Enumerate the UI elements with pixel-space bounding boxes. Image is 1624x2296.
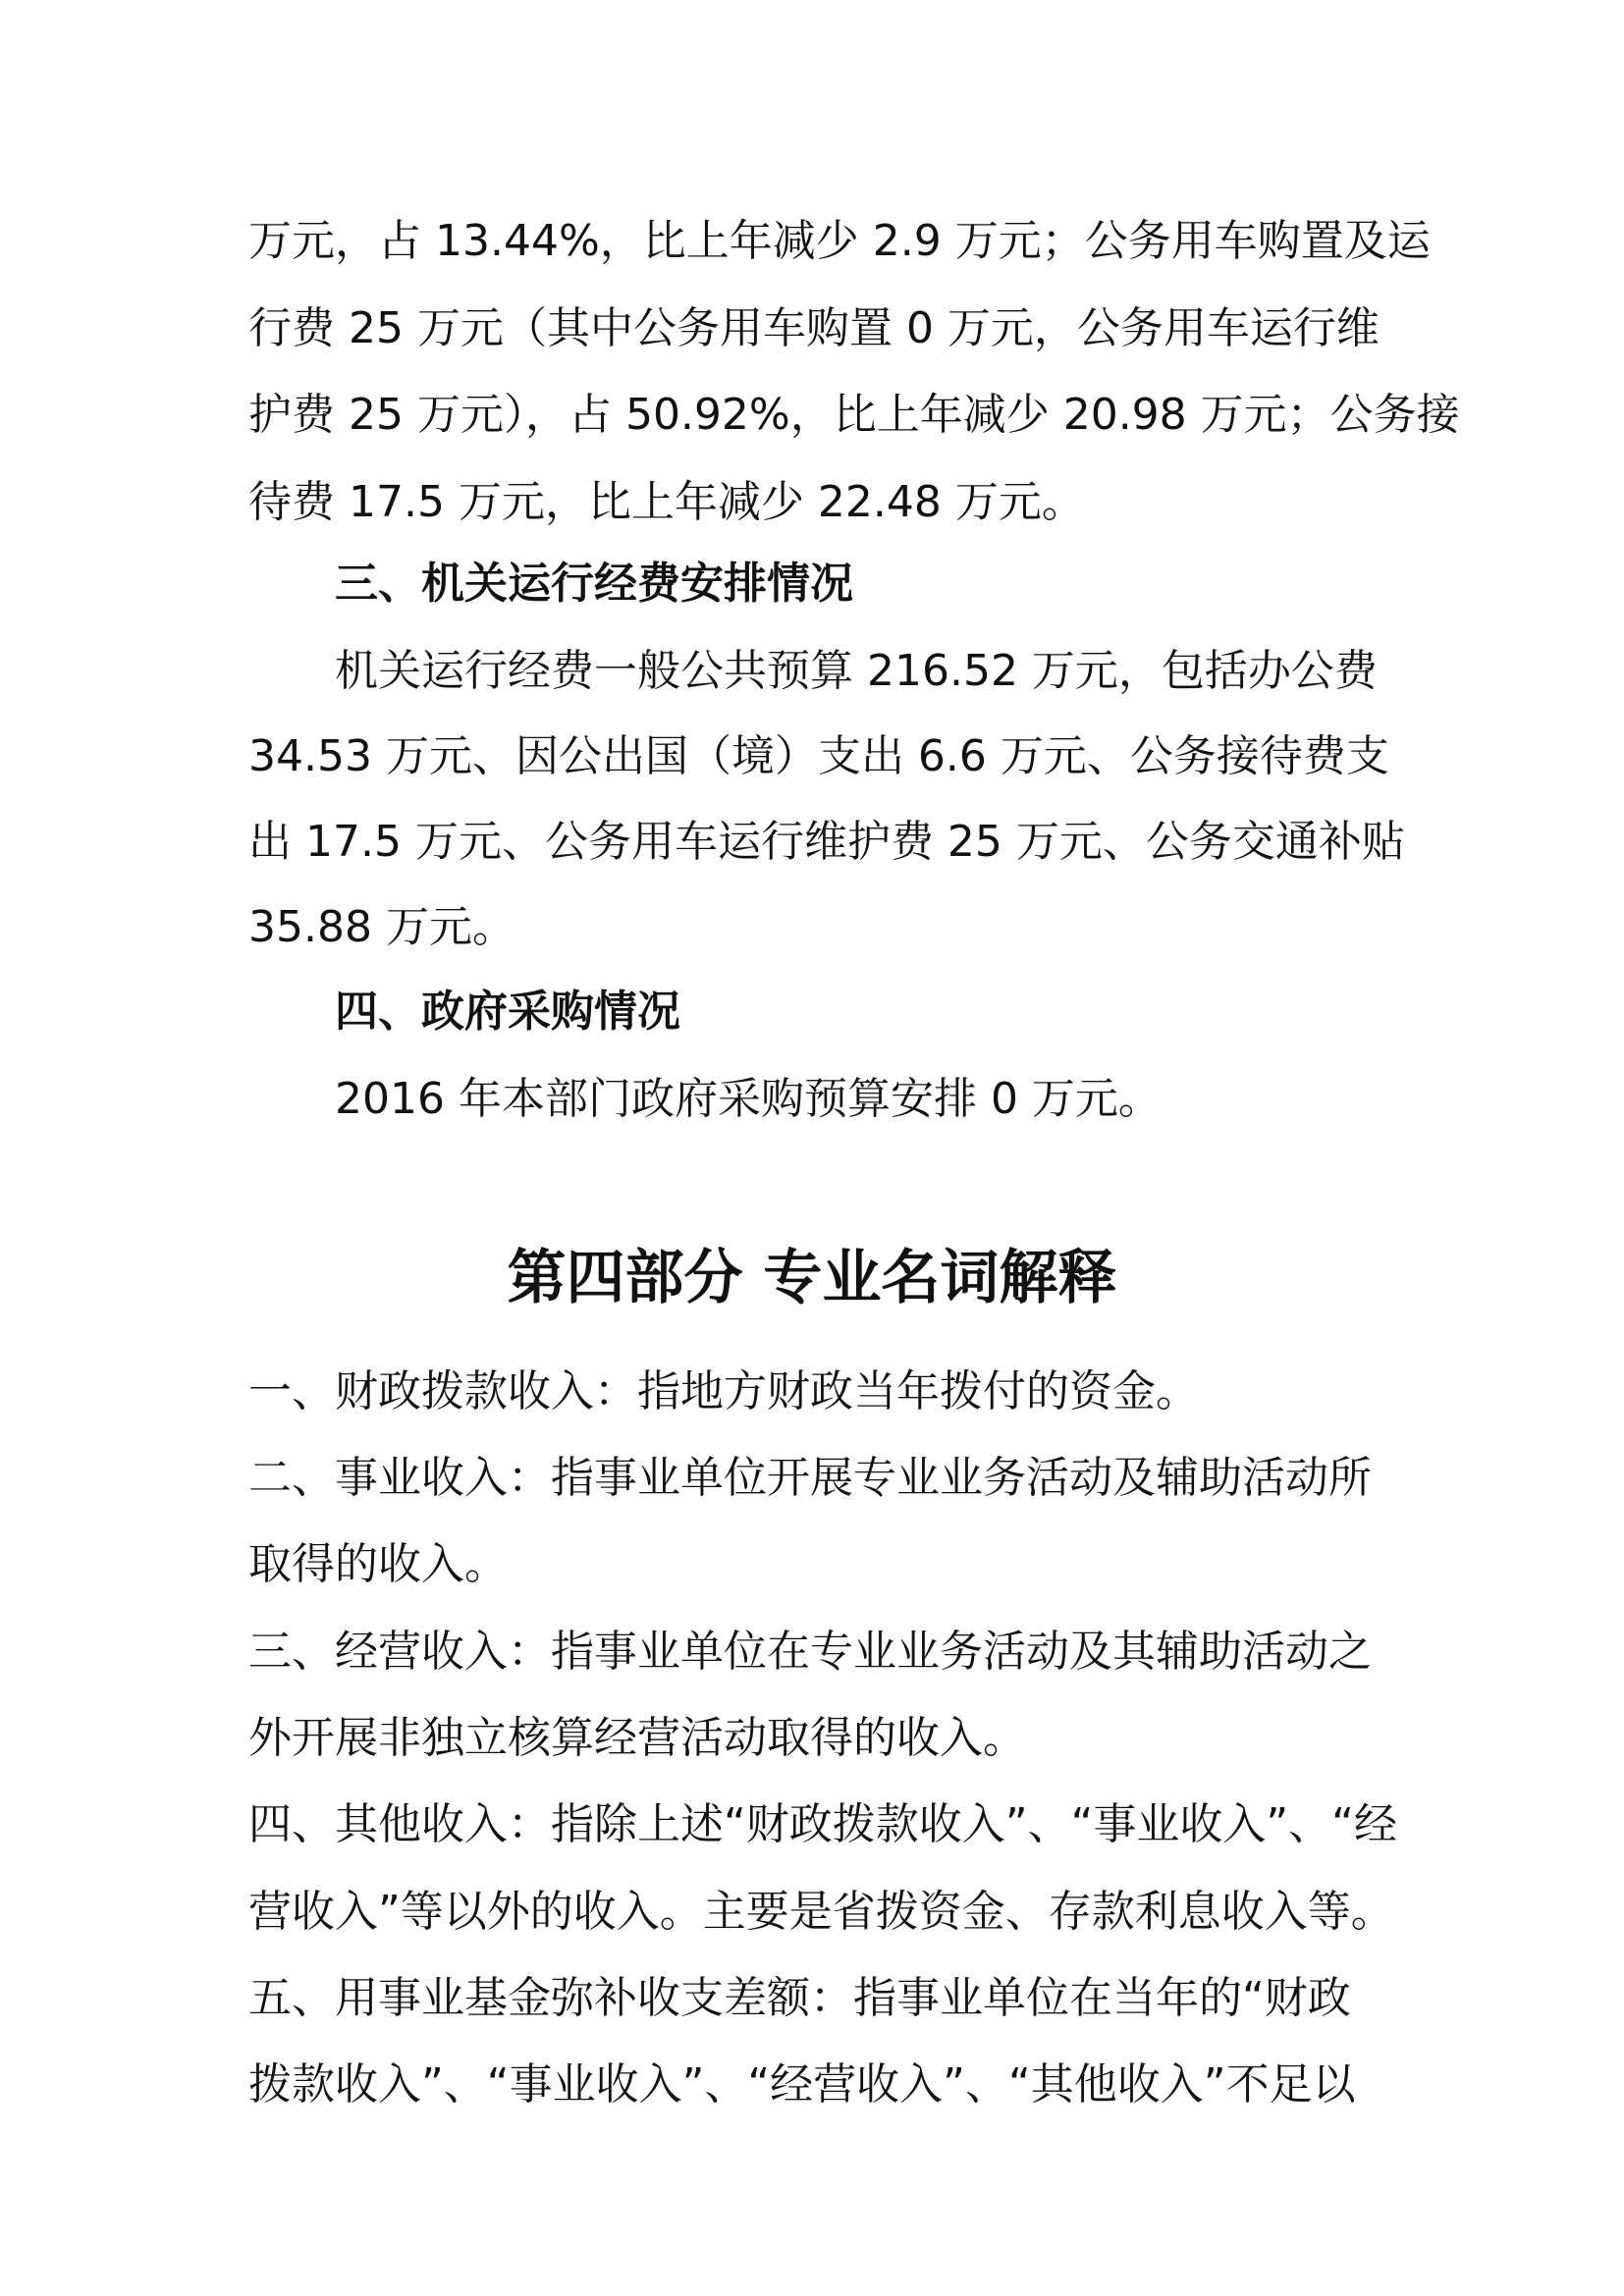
part-title: 第四部分 专业名词解释 [507, 1244, 1117, 1312]
definition-line: 外开展非独立核算经营活动取得的收入。 [248, 1713, 1026, 1763]
definition-line: 一、财政拨款收入：指地方财政当年拨付的资金。 [248, 1366, 1199, 1416]
definition-line: 二、事业收入：指事业单位开展专业业务活动及辅助活动所 [248, 1453, 1372, 1503]
definition-line: 三、经营收入：指事业单位在专业业务活动及其辅助活动之 [248, 1627, 1372, 1677]
body-line: 出 17.5 万元、公务用车运行维护费 25 万元、公务交通补贴 [248, 817, 1405, 867]
body-line: 护费 25 万元），占 50.92%，比上年减少 20.98 万元；公务接 [248, 390, 1460, 440]
body-line: 34.53 万元、因公出国（境）支出 6.6 万元、公务接待费支 [248, 731, 1389, 781]
definition-line: 五、用事业基金弥补收支差额：指事业单位在当年的“财政 [248, 1973, 1351, 2023]
body-line: 万元，占 13.44%，比上年减少 2.9 万元；公务用车购置及运 [248, 216, 1431, 266]
body-line: 待费 17.5 万元，比上年减少 22.48 万元。 [248, 477, 1085, 527]
definition-line: 取得的收入。 [248, 1539, 508, 1589]
body-line: 机关运行经费一般公共预算 216.52 万元，包括办公费 [335, 646, 1378, 696]
section-heading: 三、机关运行经费安排情况 [335, 559, 853, 609]
definition-line: 拨款收入”、“事业收入”、“经营收入”、“其他收入”不足以 [248, 2059, 1356, 2109]
definition-line: 四、其他收入：指除上述“财政拨款收入”、“事业收入”、“经 [248, 1799, 1397, 1849]
definition-line: 营收入”等以外的收入。主要是省拨资金、存款利息收入等。 [248, 1887, 1394, 1937]
body-line: 行费 25 万元（其中公务用车购置 0 万元，公务用车运行维 [248, 303, 1380, 353]
body-line: 35.88 万元。 [248, 902, 515, 952]
body-line: 2016 年本部门政府采购预算安排 0 万元。 [335, 1074, 1162, 1124]
section-heading: 四、政府采购情况 [335, 987, 680, 1037]
